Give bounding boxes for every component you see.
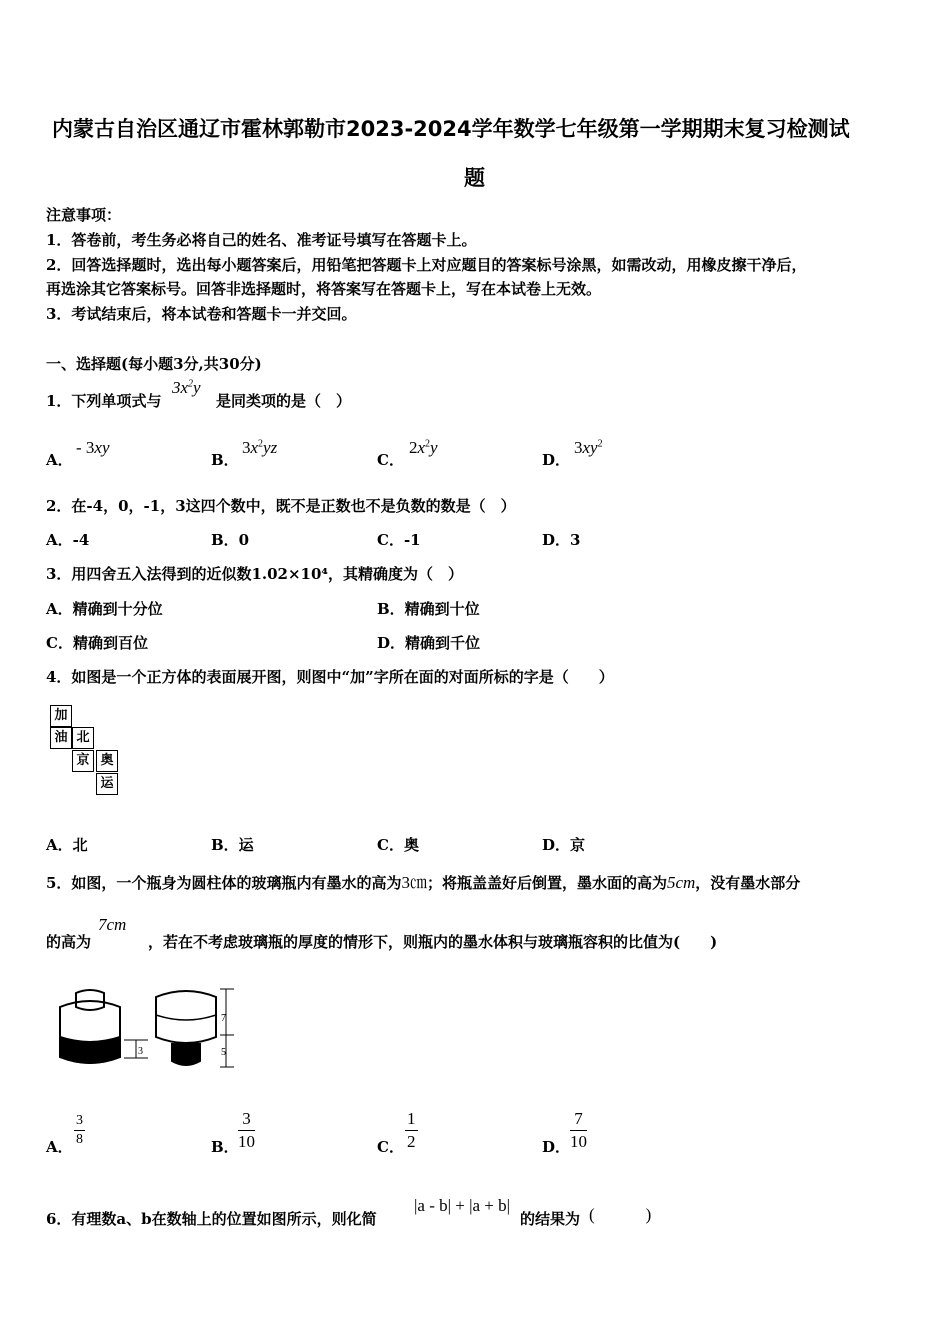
height-label-5: 5	[221, 1047, 226, 1058]
cube-face: 加	[50, 705, 72, 727]
q1-option-c-label: C．	[377, 451, 404, 469]
fraction-numerator: 3	[238, 1108, 255, 1131]
fraction-denominator: 10	[238, 1132, 255, 1151]
section-heading: 一、选择题(每小题3分,共30分)	[46, 355, 262, 373]
cube-face: 京	[72, 750, 94, 772]
q4-option-a: A．北	[46, 836, 88, 854]
cube-face: 北	[72, 727, 94, 749]
q4-stem: 4．如图是一个正方体的表面展开图，则图中“加”字所在面的对面所标的字是（ ）	[46, 668, 614, 686]
notice-item: 1．答卷前，考生务必将自己的姓名、准考证号填写在答题卡上。	[46, 231, 477, 249]
q5-option-d-label: D．	[542, 1138, 571, 1156]
q5-option-b-label: B．	[211, 1138, 239, 1156]
q5-height-ink: 3㎝	[401, 873, 427, 892]
q3-option-c: C．精确到百位	[46, 634, 148, 652]
q5-option-c-fraction	[405, 1108, 418, 1153]
q2-option-a: A．-4	[46, 531, 90, 549]
fraction-numerator: 7	[570, 1108, 587, 1131]
q2-option-c: C．-1	[377, 531, 421, 549]
q1-option-c: $2x^2y$	[409, 438, 438, 457]
notice-item: 2．回答选择题时，选出每小题答案后，用铅笔把答题卡上对应题目的答案标号涂黑，如需改动，用橡皮擦干净后，	[46, 256, 807, 274]
q1-option-d-label: D．	[542, 451, 571, 469]
q1-expression: $3x^2y$	[172, 378, 201, 397]
fraction-denominator: 2	[407, 1132, 416, 1151]
q3-stem: 3．用四舍五入法得到的近似数1.02×10⁴，其精确度为（ ）	[46, 565, 463, 583]
fraction-denominator: 8	[76, 1132, 83, 1147]
notice-item: 再选涂其它答案标号。回答非选择题时，将答案写在答题卡上，写在本试卷上无效。	[46, 280, 602, 298]
q3-option-b: B．精确到十位	[377, 600, 480, 618]
q1-option-b-label: B．	[211, 451, 239, 469]
q5-option-a-fraction	[74, 1112, 85, 1149]
q2-option-d: D．3	[542, 531, 581, 549]
height-marker-3	[124, 1040, 148, 1058]
q3-option-a: A．精确到十分位	[46, 600, 163, 618]
fraction-numerator: 1	[405, 1108, 418, 1131]
q3-option-d: D．精确到千位	[377, 634, 481, 652]
bottle-figure	[48, 985, 248, 1075]
fraction-numerator: 3	[74, 1112, 85, 1131]
q4-option-b: B．运	[211, 836, 254, 854]
q5-height-ink-inverted: 5cm	[666, 873, 696, 892]
q2-stem: 2．在-4，0，-1，3这四个数中，既不是正数也不是负数的数是（ ）	[46, 497, 516, 515]
q5-option-b-fraction	[238, 1108, 255, 1153]
q4-option-d: D．京	[542, 836, 586, 854]
q1-stem-post: 是同类项的是（ ）	[216, 392, 352, 410]
q5-stem-b: ；将瓶盖盖好后倒置，墨水面的高为	[426, 874, 667, 892]
height-label-3: 3	[138, 1046, 143, 1057]
q4-option-c: C．奥	[377, 836, 419, 854]
q6-answer-parens: ( )	[589, 1205, 652, 1224]
q6-stem-post: 的结果为	[520, 1210, 581, 1228]
q5-height-empty: 7cm	[98, 915, 127, 934]
q1-option-a: - 3xy	[76, 438, 110, 457]
q6-stem-pre: 6．有理数a、b在数轴上的位置如图所示，则化简	[46, 1210, 377, 1228]
q5-option-a-label: A．	[46, 1138, 73, 1156]
q5-option-c-label: C．	[377, 1138, 404, 1156]
q6-expression: |a - b| + |a + b|	[414, 1196, 511, 1215]
notice-heading: 注意事项：	[46, 206, 122, 224]
q5-stem-c: ，没有墨水部分	[695, 874, 801, 892]
q5-option-d-fraction	[570, 1108, 587, 1153]
bottle-inverted	[156, 991, 216, 1065]
q2-option-b: B．0	[211, 531, 250, 549]
q5-stem-d: 的高为	[46, 933, 92, 951]
bottle-upright	[60, 990, 120, 1063]
q5-stem-line1	[46, 868, 800, 893]
page-title: 内蒙古自治区通辽市霍林郭勒市2023-2024学年数学七年级第一学期期末复习检测试	[52, 117, 850, 141]
q5-stem-a: 5．如图，一个瓶身为圆柱体的玻璃瓶内有墨水的高为	[46, 874, 402, 892]
cube-face: 运	[96, 773, 118, 795]
page-title-continued: 题	[464, 166, 485, 190]
notice-item: 3．考试结束后，将本试卷和答题卡一并交回。	[46, 305, 357, 323]
cube-face: 奥	[96, 750, 118, 772]
q1-option-a-label: A．	[46, 451, 73, 469]
q5-stem-e: ，若在不考虑玻璃瓶的厚度的情形下，则瓶内的墨水体积与玻璃瓶容积的比值为( )	[148, 933, 718, 951]
fraction-denominator: 10	[570, 1132, 587, 1151]
height-label-7: 7	[221, 1013, 226, 1024]
cube-face: 油	[50, 727, 72, 749]
q1-stem-pre: 1．下列单项式与	[46, 392, 162, 410]
q1-option-d: $3xy^2$	[574, 438, 603, 457]
q1-option-b: $3x^2yz$	[242, 438, 278, 457]
